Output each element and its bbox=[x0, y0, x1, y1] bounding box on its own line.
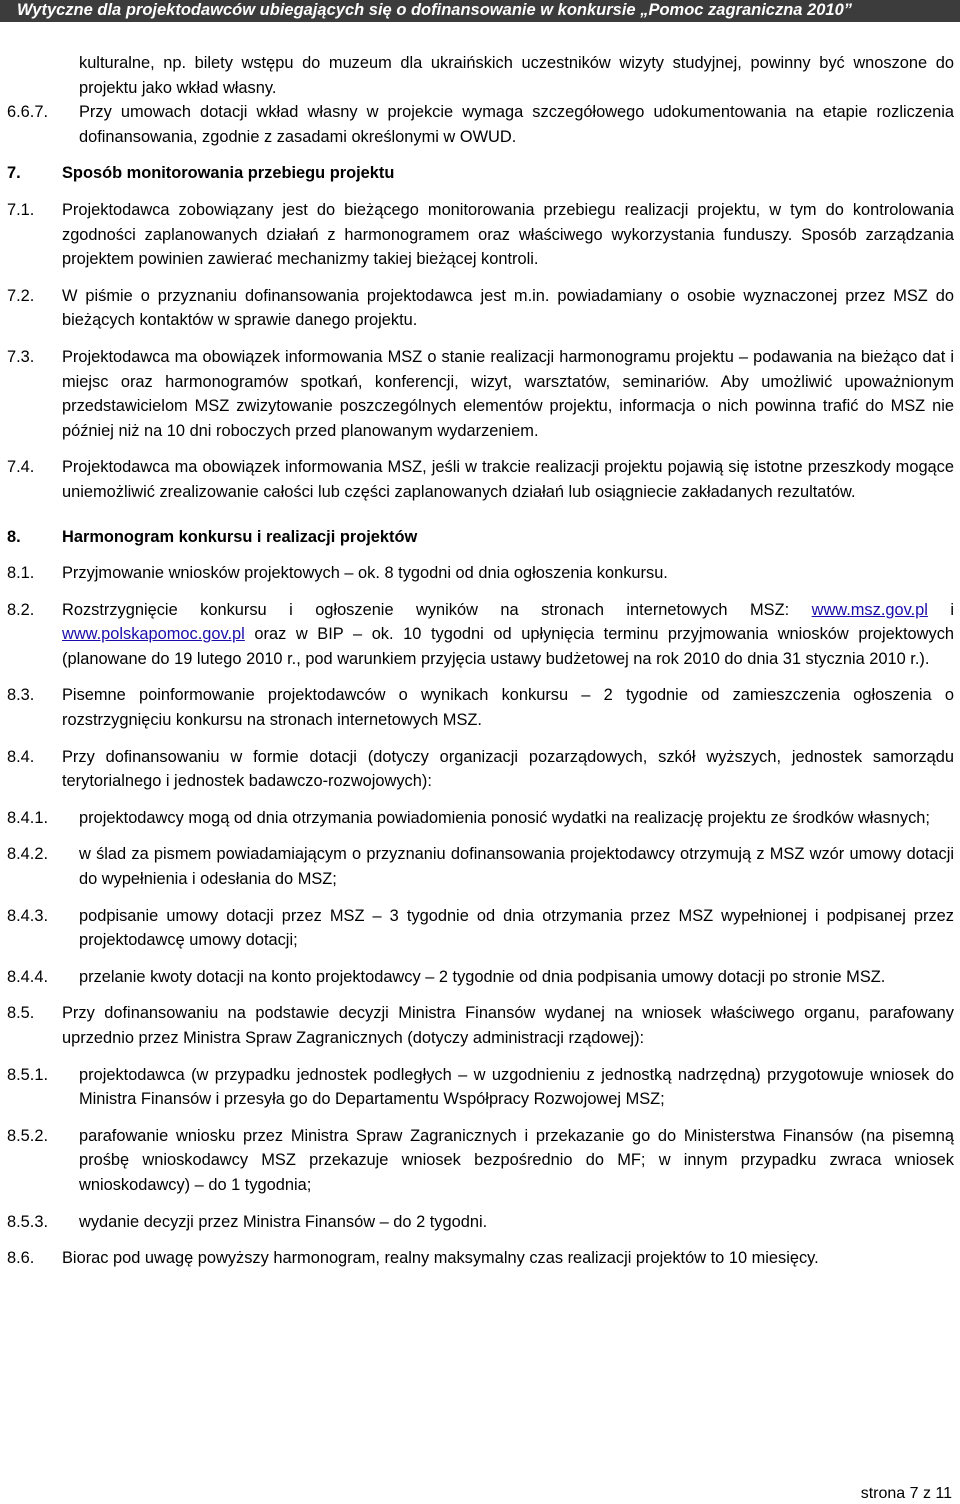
item-text: Przy dofinansowaniu w formie dotacji (dotyczy organizacji pozarządowych, szkół wyższych, jednostek samorządu terytorialnego i jednostek badawczo-rozwojowych): bbox=[62, 747, 954, 791]
item-7-3 bbox=[7, 345, 954, 443]
item-8-1 bbox=[7, 561, 954, 586]
item-text bbox=[62, 598, 954, 672]
section-heading-7 bbox=[7, 161, 954, 186]
item-8-2 bbox=[7, 598, 954, 672]
item-text: Biorac pod uwagę powyższy harmonogram, realny maksymalny czas realizacji projektów to 10 miesięcy. bbox=[62, 1249, 819, 1268]
item-text: wydanie decyzji przez Ministra Finansów – do 2 tygodni. bbox=[79, 1212, 488, 1231]
item-7-2 bbox=[7, 284, 954, 333]
item-text: Projektodawca zobowiązany jest do bieżącego monitorowania przebiegu realizacji projektu, w tym do kontrolowania zgodności zaplanowanych działań z harmonogramem oraz właściwego wykorzystania funduszy. Sposób zarządzania projektem powinien zawierać mechanizmy takiej bieżącej kontroli. bbox=[62, 200, 954, 269]
item-8-4-2 bbox=[7, 842, 954, 891]
item-number: 8.4.3. bbox=[7, 906, 49, 925]
item-8-6 bbox=[7, 1246, 954, 1271]
item-number: 7.4. bbox=[7, 458, 35, 477]
heading-number: 7. bbox=[7, 164, 21, 183]
item-6-6-7 bbox=[7, 100, 954, 149]
item-number: 8.4.4. bbox=[7, 967, 49, 986]
heading-text: Harmonogram konkursu i realizacji projektów bbox=[62, 527, 418, 546]
item-text: projektodawca (w przypadku jednostek podległych – w uzgodnieniu z jednostką nadrzędną) przygotowuje wniosek do Ministra Finansów i przesyła go do Departamentu Współpracy Rozwojowej MSZ; bbox=[79, 1065, 954, 1109]
item-number: 8.5.1. bbox=[7, 1065, 49, 1084]
item-number: 8.4.2. bbox=[7, 845, 49, 864]
item-number: 6.6.7. bbox=[7, 103, 49, 122]
item-text: przelanie kwoty dotacji na konto projektodawcy – 2 tygodnie od dnia podpisania umowy dotacji po stronie MSZ. bbox=[79, 967, 886, 986]
item-8-4-1 bbox=[7, 806, 954, 831]
paragraph-continuation: kulturalne, np. bilety wstępu do muzeum dla ukraińskich uczestników wizyty studyjnej, powinny być wnoszone do projektu jako wkład własny. bbox=[79, 54, 954, 97]
item-8-5-3 bbox=[7, 1210, 954, 1235]
item-number: 8.3. bbox=[7, 686, 35, 705]
item-8-5 bbox=[7, 1001, 954, 1050]
item-8-5-2 bbox=[7, 1124, 954, 1198]
item-text: Przyjmowanie wniosków projektowych – ok. 8 tygodni od dnia ogłoszenia konkursu. bbox=[62, 564, 668, 583]
item-number: 8.5. bbox=[7, 1004, 35, 1023]
item-number: 8.1. bbox=[7, 564, 35, 583]
item-text: Przy umowach dotacji wkład własny w projekcie wymaga szczegółowego udokumentowania na etapie rozliczenia dofinansowania, zgodnie z zasadami określonymi w OWUD. bbox=[79, 103, 954, 146]
item-text: Przy dofinansowaniu na podstawie decyzji Ministra Finansów wydanej na wniosek właściwego organu, parafowany uprzednio przez Ministra Spraw Zagranicznych (dotyczy administracji rządowej): bbox=[62, 1004, 954, 1047]
item-text: Projektodawca ma obowiązek informowania MSZ o stanie realizacji harmonogramu projektu – podawania na bieżąco dat i miejsc oraz harmonogramów spotkań, konferencji, wizyt, warsztatów, seminariów. Aby umożliwić upoważnionym przedstawicielom MSZ zwizytowanie poszczególnych elementów projektu, informacja o nich powinna trafić do MSZ nie później niż na 10 dni roboczych przed planowanym wydarzeniem. bbox=[62, 347, 954, 440]
item-number: 8.5.3. bbox=[7, 1212, 49, 1231]
item-number: 7.2. bbox=[7, 286, 35, 305]
msz-website-link[interactable]: www.msz.gov.pl bbox=[811, 600, 928, 619]
item-text-part: Rozstrzygnięcie konkursu i ogłoszenie wyników na stronach internetowych MSZ: bbox=[62, 600, 812, 619]
heading-number: 8. bbox=[7, 527, 21, 546]
item-number: 7.3. bbox=[7, 347, 35, 366]
item-7-1 bbox=[7, 198, 954, 272]
item-number: 7.1. bbox=[7, 200, 35, 219]
item-7-4 bbox=[7, 455, 954, 504]
item-text: W piśmie o przyznaniu dofinansowania projektodawca jest m.in. powiadamiany o osobie wyznaczonej przez MSZ do bieżących kontaktów w sprawie danego projektu. bbox=[62, 286, 954, 330]
page-number: strona 7 z 11 bbox=[860, 1485, 952, 1502]
item-text: Pisemne poinformowanie projektodawców o wynikach konkursu – 2 tygodnie od zamieszczenia ogłoszenia o rozstrzygnięciu konkursu na stronach internetowych MSZ. bbox=[62, 686, 954, 730]
polskapomoc-website-link[interactable]: www.polskapomoc.gov.pl bbox=[62, 625, 245, 644]
item-text-part: i bbox=[927, 600, 954, 619]
item-text: w ślad za pismem powiadamiającym o przyznaniu dofinansowania projektodawcy otrzymują z MSZ wzór umowy dotacji do wypełnienia i odesłania do MSZ; bbox=[79, 845, 954, 889]
item-text: parafowanie wniosku przez Ministra Spraw Zagranicznych i przekazanie go do Ministerstwa Finansów (na pisemną prośbę wnioskodawcy MSZ przekazuje wniosek bezpośrednio do MF; w innym przypadku zwraca wniosek wnioskodawcy) – do 1 tygodnia; bbox=[79, 1126, 954, 1194]
item-number: 8.2. bbox=[7, 600, 35, 619]
item-number: 8.4.1. bbox=[7, 808, 49, 827]
item-text: Projektodawca ma obowiązek informowania MSZ, jeśli w trakcie realizacji projektu pojawią się istotne przeszkody mogące uniemożliwić zrealizowanie całości lub części zaplanowanych działań lub osiągniecie zakładanych rezultatów. bbox=[62, 458, 954, 501]
item-number: 8.4. bbox=[7, 747, 35, 766]
item-8-4 bbox=[7, 745, 954, 794]
section-heading-8 bbox=[7, 525, 954, 550]
item-8-3 bbox=[7, 683, 954, 732]
item-number: 8.6. bbox=[7, 1249, 35, 1268]
document-header: Wytyczne dla projektodawców ubiegających się o dofinansowanie w konkursie „Pomoc zagraniczna 2010” bbox=[0, 0, 960, 22]
document-body bbox=[7, 51, 954, 1271]
item-text-part: oraz w BIP – ok. 10 tygodni od upłynięcia terminu przyjmowania wniosków projektowych (planowane do 19 lutego 2010 r., pod warunkiem przyjęcia ustawy budżetowej na rok 2010 do dnia 31 stycznia 2010 r.). bbox=[62, 625, 954, 668]
item-8-5-1 bbox=[7, 1063, 954, 1112]
heading-text: Sposób monitorowania przebiegu projektu bbox=[62, 164, 395, 183]
item-8-4-3 bbox=[7, 904, 954, 953]
item-text: projektodawcy mogą od dnia otrzymania powiadomienia ponosić wydatki na realizację projektu ze środków własnych; bbox=[79, 808, 930, 827]
item-8-4-4 bbox=[7, 965, 954, 990]
item-number: 8.5.2. bbox=[7, 1126, 49, 1145]
item-text: podpisanie umowy dotacji przez MSZ – 3 tygodnie od dnia otrzymania przez MSZ wypełnionej i podpisanej przez projektodawcę umowy dotacji; bbox=[79, 906, 954, 950]
